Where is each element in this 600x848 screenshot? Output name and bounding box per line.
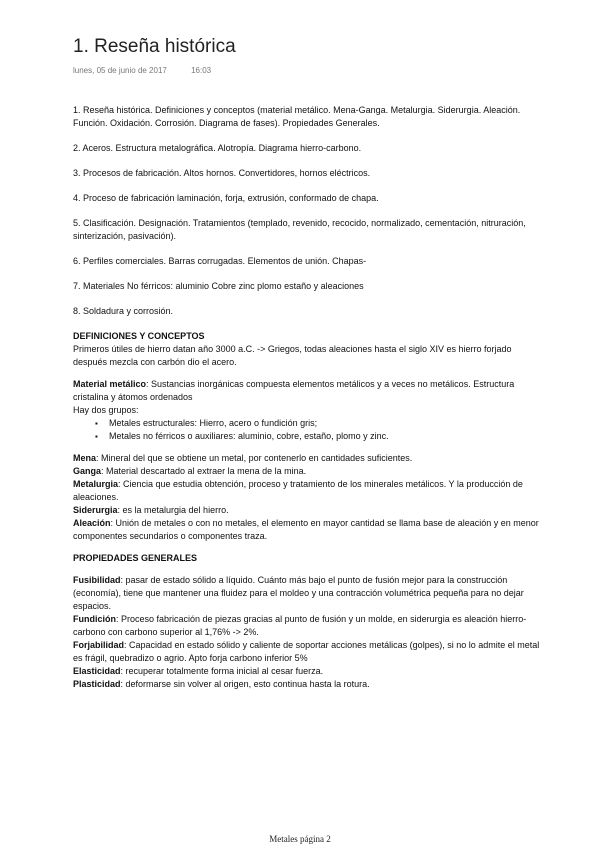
intro-paragraph: Primeros útiles de hierro datan año 3000 a.C. -> Griegos, todas aleaciones hasta el siglo XIV es hierro forjado después mezcla con carbón dio el acero. <box>73 344 512 367</box>
definition-ganga <box>73 465 543 478</box>
definition-text: : es la metalurgia del hierro. <box>117 505 229 515</box>
definition-text: : Unión de metales o con no metales, el elemento en mayor cantidad se llama base de aleación y en menor componentes secundarios o componentes traza. <box>73 518 539 541</box>
definition-text: : Material descartado al extraer la mena de la mina. <box>101 466 307 476</box>
property-text: : recuperar totalmente forma inicial al cesar fuerza. <box>120 666 324 676</box>
definition-text: : Sustancias inorgánicas compuesta elementos metálicos y a veces no metálicos. Estructura cristalina y átomos ordenados <box>73 379 515 402</box>
toc-item: 4. Proceso de fabricación laminación, forja, extrusión, conformado de chapa. <box>73 193 379 203</box>
page-title: 1. Reseña histórica <box>73 36 236 57</box>
toc-item: 1. Reseña histórica. Definiciones y conceptos (material metálico. Mena-Ganga. Metalurgia. Siderurgia. Aleación. Función. Oxidación. Corrosión. Diagrama de fases). Propiedades Generales. <box>73 105 521 128</box>
page-meta <box>73 66 211 75</box>
section-heading-propiedades <box>73 552 543 565</box>
property-term: Plasticidad <box>73 679 121 689</box>
list-item: ▪ Metales estructurales: Hierro, acero o fundición gris; <box>99 417 543 430</box>
toc-item: 5. Clasificación. Designación. Tratamientos (templado, revenido, recocido, normalizado, cementación, nitruración, sinterización, pasivación). <box>73 218 526 241</box>
property-forjabilidad <box>73 639 543 665</box>
definition-term: Material metálico <box>73 379 147 389</box>
property-text: : deformarse sin volver al origen, esto continua hasta la rotura. <box>120 679 370 689</box>
definition-siderurgia <box>73 504 543 517</box>
page-date: lunes, 05 de junio de 2017 <box>73 66 167 75</box>
property-plasticidad <box>73 678 543 691</box>
property-term: Fusibilidad <box>73 575 121 585</box>
property-term: Fundición <box>73 614 116 624</box>
page-body <box>73 104 543 691</box>
groups-intro: Hay dos grupos: <box>73 405 139 415</box>
toc-item: 8. Soldadura y corrosión. <box>73 306 174 316</box>
table-of-contents <box>73 104 543 318</box>
property-term: Forjabilidad <box>73 640 125 650</box>
definition-term: Mena <box>73 453 97 463</box>
property-fundicion <box>73 613 543 639</box>
definition-mena <box>73 452 543 465</box>
definition-text: : Ciencia que estudia obtención, proceso y tratamiento de los minerales metálicos. Y la producción de aleaciones. <box>73 479 523 502</box>
definition-term: Aleación <box>73 518 111 528</box>
toc-item: 6. Perfiles comerciales. Barras corrugadas. Elementos de unión. Chapas- <box>73 256 367 266</box>
page-time: 16:03 <box>191 66 212 75</box>
toc-item: 3. Procesos de fabricación. Altos hornos. Convertidores, hornos eléctricos. <box>73 168 371 178</box>
list-item: ▪ Metales no férricos o auxiliares: aluminio, cobre, estaño, plomo y zinc. <box>99 430 543 443</box>
property-term: Elasticidad <box>73 666 121 676</box>
property-text: : Proceso fabricación de piezas gracias al punto de fusión y un molde, en siderurgia es aleación hierro-carbono con carbono superior al 1,76% -> 2%. <box>73 614 527 637</box>
property-elasticidad <box>73 665 543 678</box>
definition-material <box>73 378 543 404</box>
definition-term: Metalurgia <box>73 479 119 489</box>
definition-text: : Mineral del que se obtiene un metal, por contenerlo en cantidades suficientes. <box>96 453 413 463</box>
definition-term: Siderurgia <box>73 505 118 515</box>
property-text: : Capacidad en estado sólido y caliente de soportar acciones metálicas (golpes), si no lo admite el metal es frágil, quebradizo o agrio. Apto forja carbono inferior 5% <box>73 640 540 663</box>
property-text: : pasar de estado sólido a líquido. Cuánto más bajo el punto de fusión mejor para la construcción (economía), tiene que mantener una fluidez para el moldeo y una contracción volumétrica pequeña para no dejar espacios. <box>73 575 524 611</box>
definition-aleacion <box>73 517 543 543</box>
definition-term: Ganga <box>73 466 102 476</box>
section-heading-text: PROPIEDADES GENERALES <box>73 553 198 563</box>
toc-item: 2. Aceros. Estructura metalográfica. Alotropía. Diagrama hierro-carbono. <box>73 143 362 153</box>
definition-metalurgia <box>73 478 543 504</box>
page-footer: Metales página 2 <box>269 834 331 844</box>
property-fusibilidad <box>73 574 543 613</box>
toc-item: 7. Materiales No férricos: aluminio Cobre zinc plomo estaño y aleaciones <box>73 281 364 291</box>
groups-list <box>73 417 543 443</box>
section-heading-definiciones: DEFINICIONES Y CONCEPTOS <box>73 331 205 341</box>
